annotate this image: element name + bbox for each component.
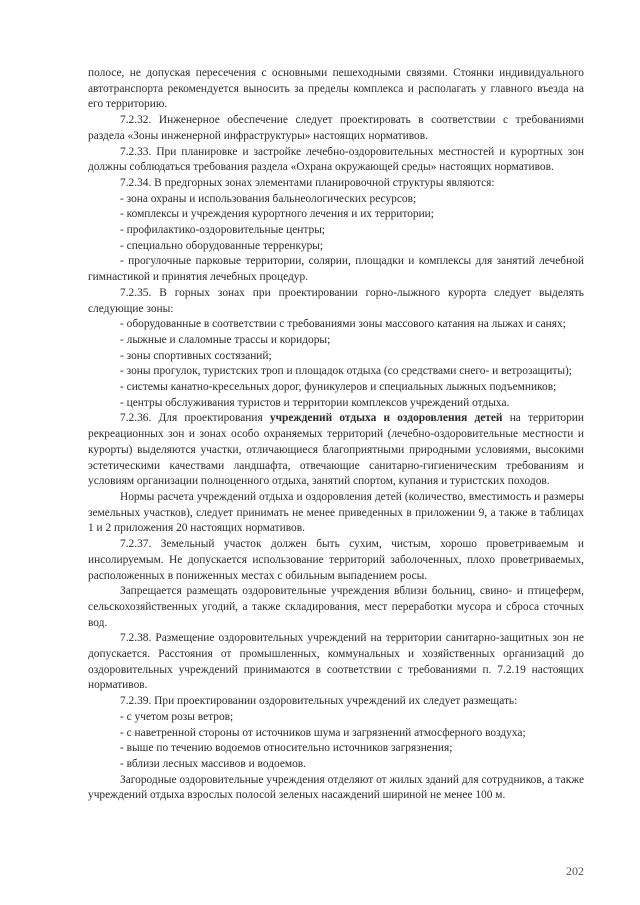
paragraph-7-2-34: 7.2.34. В предгорных зонах элементами планировочной структуры являются: — [120, 176, 495, 189]
list-item: - зоны спортивных состязаний; — [120, 349, 272, 362]
paragraph-7-2-38: 7.2.38. Размещение оздоровительных учреждений на территории санитарно-защитных зон не допускается. Расстояния от промышленных, коммунальных и хозяйственных организаций до оздоровительных учреждений принимаются в соответствии с требованиями п. 7.2.19 настоящих нормативов. — [88, 632, 584, 692]
paragraph-norms: Нормы расчета учреждений отдыха и оздоровления детей (количество, вместимость и размеры земельных участков), следует принимать не менее приведенных в приложении 9, а также в таблицах 1 и 2 приложения 20 настоящих нормативов. — [88, 490, 584, 535]
list-item: - лыжные и слаломные трассы и коридоры; — [120, 333, 331, 346]
paragraph-prohibition: Запрещается размещать оздоровительные учреждения вблизи больниц, свино- и птицеферм, сельскохозяйственных угодий, а также складирования, мест переработки мусора и сброса сточных вод. — [88, 585, 584, 629]
list-item: - зона охраны и использования бальнеологических ресурсов; — [120, 192, 417, 205]
page-number: 202 — [566, 864, 584, 878]
paragraph-7-2-36-bold: учреждений отдыха и оздоровления детей — [269, 412, 503, 425]
paragraph-7-2-36-post: на территории рекреационных зон и зонах особо охраняемых территорий (лечебно-оздоровительные местности и курорты) выделяются участки, отличающиеся благоприятными природными условиями, высокими эстетическими качествами ландшафта, отвечающие санитарно-гигиеническим требованиям и условиям организации полноценного отдыха, занятий спортом, купания и туристских походов. — [88, 412, 584, 488]
list-item: - оборудованные в соответствии с требованиями зоны массового катания на лыжах и санях; — [120, 318, 566, 331]
paragraph-7-2-37: 7.2.37. Земельный участок должен быть сухим, чистым, хорошо проветриваемым и инсолируемым. Не допускается использование территорий заболоченных, плохо проветриваемых, расположенных в пониженных местах с обильным выпадением росы. — [88, 538, 584, 582]
list-item: - прогулочные парковые территории, солярии, площадки и комплексы для занятий лечебной гимнастикой и принятия лечебных процедур. — [88, 255, 584, 284]
paragraph-continuation: полосе, не допуская пересечения с основными пешеходными связями. Стоянки индивидуального автотранспорта рекомендуется выносить за пределы комплекса и располагать у главного въезда на его территорию. — [88, 67, 584, 111]
paragraph-7-2-35: 7.2.35. В горных зонах при проектировании горно-лыжного курорта следует выделять следующие зоны: — [88, 286, 584, 315]
list-item: - комплексы и учреждения курортного лечения и их территории; — [120, 208, 434, 221]
list-item: - центры обслуживания туристов и территории комплексов учреждений отдыха. — [120, 396, 510, 409]
list-item: - системы канатно-кресельных дорог, фуникулеров и специальных лыжных подъемников; — [120, 381, 557, 394]
list-item: - с наветренной стороны от источников шума и загрязнений атмосферного воздуха; — [120, 726, 526, 739]
paragraph-7-2-36-pre: 7.2.36. Для проектирования — [120, 412, 270, 425]
list-item: - профилактико-оздоровительные центры; — [120, 224, 326, 237]
paragraph-7-2-36 — [88, 411, 584, 490]
document-page — [88, 66, 584, 804]
list-item: - с учетом розы ветров; — [120, 710, 234, 723]
list-item: - зоны прогулок, туристских троп и площадок отдыха (со средствами снего- и ветрозащиты); — [120, 365, 572, 378]
paragraph-7-2-33: 7.2.33. При планировке и застройке лечебно-оздоровительных местностей и курортных зон должны соблюдаться требования раздела «Охрана окружающей среды» настоящих нормативов. — [88, 145, 584, 174]
paragraph-suburban: Загородные оздоровительные учреждения отделяют от жилых зданий для сотрудников, а также учреждений отдыха взрослых полосой зеленых насаждений шириной не менее 100 м. — [88, 773, 584, 802]
list-item: - вблизи лесных массивов и водоемов. — [120, 757, 307, 770]
paragraph-7-2-39: 7.2.39. При проектировании оздоровительных учреждений их следует размещать: — [120, 695, 518, 708]
list-item: - специально оборудованные терренкуры; — [120, 239, 324, 252]
paragraph-7-2-32: 7.2.32. Инженерное обеспечение следует проектировать в соответствии с требованиями раздела «Зоны инженерной инфраструктуры» настоящих нормативов. — [88, 114, 584, 142]
list-item: - выше по течению водоемов относительно источников загрязнения; — [120, 742, 453, 755]
